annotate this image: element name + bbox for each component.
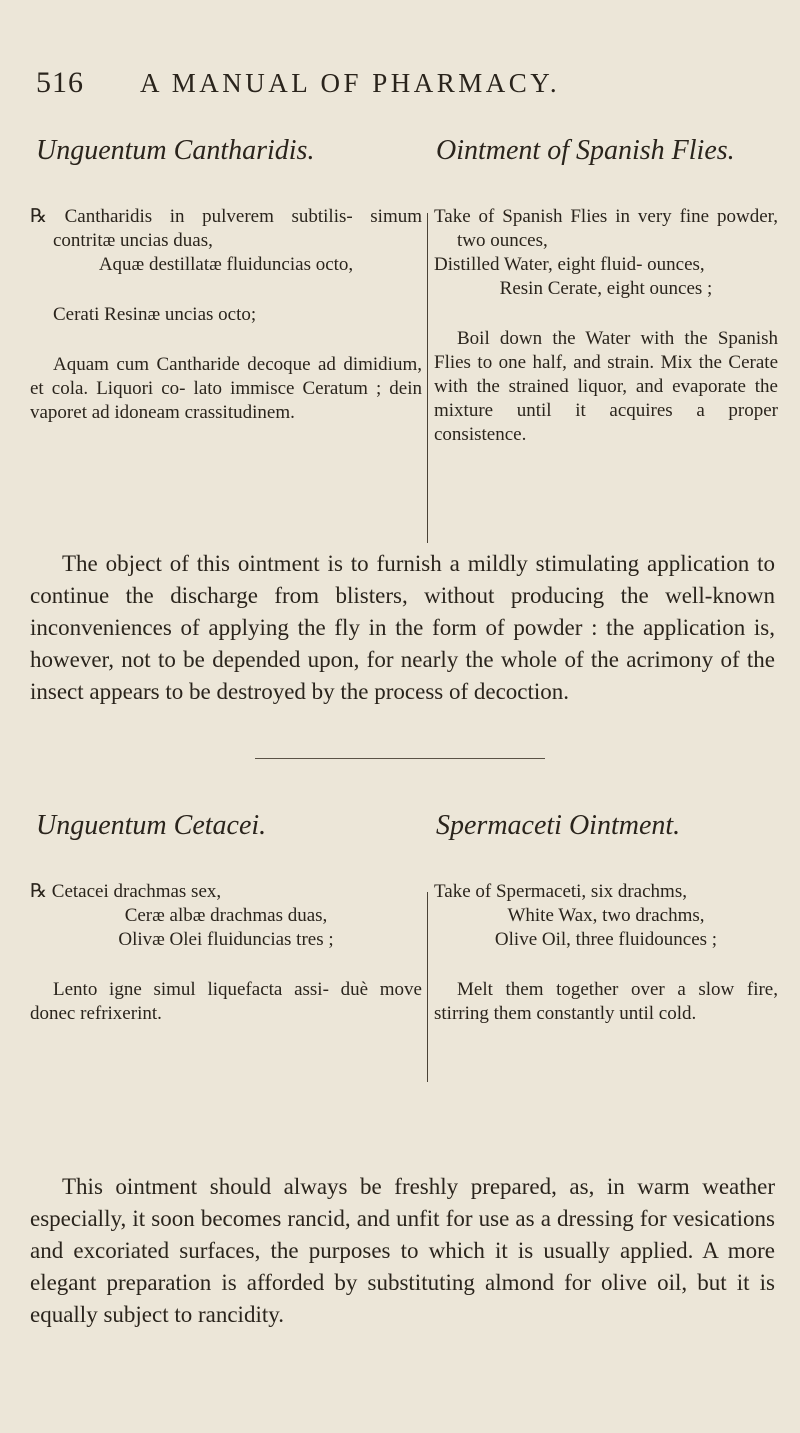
english-title: Ointment of Spanish Flies. (436, 135, 735, 166)
english-title: Spermaceti Ointment. (436, 810, 681, 841)
latin-ingredient: Cerati Resinæ uncias octo; (53, 304, 257, 325)
latin-column (30, 810, 422, 1026)
latin-ingredient: Aquæ destillatæ fluiduncias octo, (98, 254, 354, 275)
english-ingredient: Take of Spanish Flies in very fine powder, two ounces, (434, 206, 778, 251)
english-ingredient: White Wax, two drachms, (507, 905, 705, 926)
column-divider (427, 213, 428, 543)
recipe-cetacei (30, 810, 780, 1080)
english-ingredient: Distilled Water, eight fluid- ounces, (434, 254, 705, 275)
english-column (434, 135, 778, 447)
running-title: A MANUAL OF PHARMACY. (140, 68, 561, 98)
commentary-paragraph: The object of this ointment is to furnish a mildly stimulating application to continue the discharge from blisters, without producing the well-known inconveniences of applying the fly in the form of powder : the application is, however, not to be depended upon, for nearly the whole of the acrimony of the insect appears to be destroyed by the process of decoction. (30, 551, 775, 704)
english-column (434, 810, 778, 1026)
english-directions: Boil down the Water with the Spanish Flies to one half, and strain. Mix the Cerate with the strained liquor, and evaporate the mixture until it acquires a proper consistence. (434, 328, 778, 445)
section-rule (255, 758, 545, 759)
latin-column (30, 135, 422, 425)
english-ingredient: Olive Oil, three fluidounces ; (494, 929, 718, 950)
commentary-paragraph: This ointment should always be freshly prepared, as, in warm weather especially, it soon becomes rancid, and unfit for use as a dressing for vesications and excoriated surfaces, the purposes to which it is usually applied. A more elegant preparation is afforded by substituting almond for olive oil, but it is equally subject to rancidity. (30, 1174, 775, 1327)
latin-title: Unguentum Cantharidis. (36, 135, 315, 166)
latin-ingredient: Olivæ Olei fluiduncias tres ; (118, 929, 334, 950)
latin-ingredient: Ceræ albæ drachmas duas, (124, 905, 328, 926)
english-directions: Melt them together over a slow fire, stirring them constantly until cold. (434, 979, 778, 1024)
column-divider (427, 892, 428, 1082)
english-ingredient: Take of Spermaceti, six drachms, (434, 881, 687, 902)
recipe-cantharidis (30, 135, 780, 560)
latin-title: Unguentum Cetacei. (36, 810, 267, 841)
latin-ingredient: ℞ Cetacei drachmas sex, (30, 881, 222, 902)
latin-directions: Lento igne simul liquefacta assi- duè move donec refrixerint. (30, 979, 422, 1024)
page-number: 516 (36, 66, 84, 99)
latin-ingredient: ℞ Cantharidis in pulverem subtilis- simum contritæ uncias duas, (30, 206, 422, 251)
english-ingredient: Resin Cerate, eight ounces ; (499, 278, 713, 299)
running-head (36, 66, 776, 116)
latin-directions: Aquam cum Cantharide decoque ad dimidium, et cola. Liquori co- lato immisce Ceratum ; dein vaporet ad idoneam crassitudinem. (30, 354, 422, 423)
